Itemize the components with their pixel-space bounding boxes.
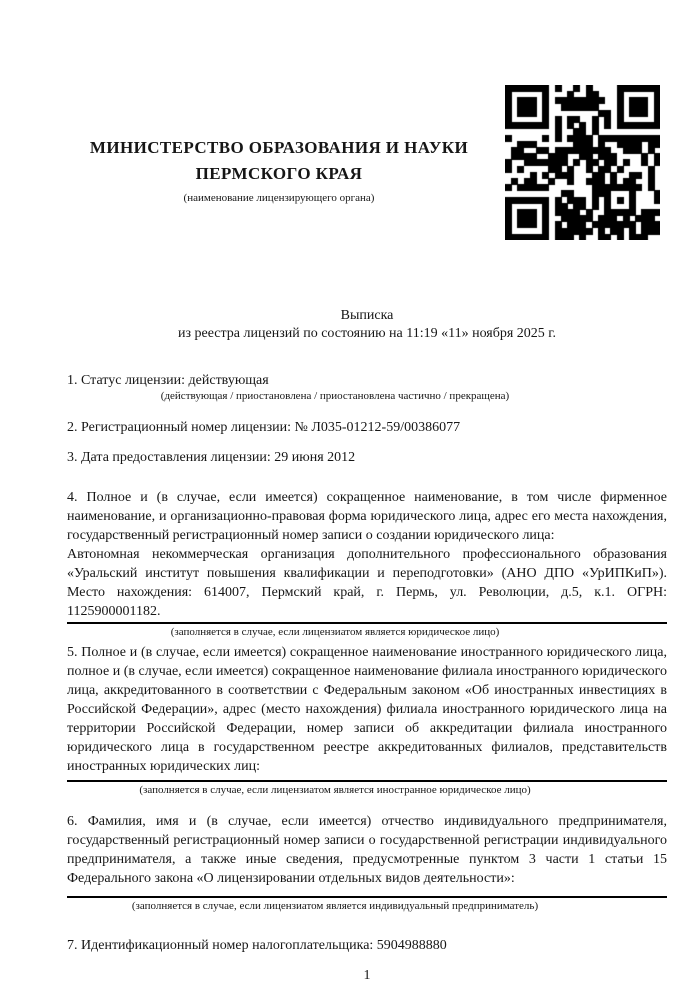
document-header [67, 0, 667, 240]
item-3-grant-date: 3. Дата предоставления лицензии: 29 июня 2012 [67, 450, 356, 465]
licensing-authority-caption: (наименование лицензирующего органа) [183, 192, 375, 204]
item-5-heading: 5. Полное и (в случае, если имеется) сокращенное наименование иностранного юридического лица, полное и (в случае, если имеется) сокращенное наименование филиала иностранного юридического лица, аккредитованного в соответствии с Федеральным законом «Об иностранных инвестициях в Российской Федерации», адрес (место нахождения) филиала иностранного юридического лица на территории Российской Федерации, номер записи об аккредитации филиала иностранного юридического лица в государственном реестре аккредитованных филиалов, представительств иностранных юридических лиц: [67, 645, 667, 774]
document-title-line1: Выписка [340, 308, 394, 323]
ministry-name-line1: МИНИСТЕРСТВО ОБРАЗОВАНИЯ И НАУКИ [89, 138, 469, 157]
item-5-note: (заполняется в случае, если лицензиатом является иностранное юридическое лицо) [139, 784, 531, 796]
item-4-heading: 4. Полное и (в случае, если имеется) сокращенное наименование, в том числе фирменное наименование, и организационно-правовая форма юридического лица, адрес его места нахождения, государственный регистрационный номер записи о создании юридического лица: [67, 490, 667, 543]
item-5-fill-line [67, 780, 667, 782]
item-7-taxpayer-number: 7. Идентификационный номер налогоплательщика: 5904988880 [67, 938, 447, 953]
page-number: 1 [363, 968, 371, 983]
ministry-name [67, 135, 491, 187]
document-title [67, 307, 667, 343]
item-6-heading: 6. Фамилия, имя и (в случае, если имеется) отчество индивидуального предпринимателя, государственный регистрационный номер записи о государственной регистрации индивидуального предпринимателя, а также иные сведения, предусмотренные пунктом 3 части 1 статьи 15 Федерального закона «О лицензировании отдельных видов деятельности»: [67, 814, 667, 886]
item-4-note: (заполняется в случае, если лицензиатом является юридическое лицо) [170, 626, 500, 638]
item-6-note: (заполняется в случае, если лицензиатом является индивидуальный предприниматель) [131, 900, 539, 912]
item-4-licensee-details: Автономная некоммерческая организация дополнительного профессионального образования «Уральский институт повышения квалификации и переподготовки» (АНО ДПО «УрИПКиП»). Место нахождения: 614007, Пермский край, г. Пермь, ул. Революции, д.5, к.1. ОГРН: 1125900001182. [67, 547, 667, 619]
qr-code-image [505, 85, 660, 240]
item-6-fill-line [67, 896, 667, 898]
item-2-registration-number: 2. Регистрационный номер лицензии: № Л035-01212-59/00386077 [67, 420, 461, 435]
item-1-note: (действующая / приостановлена / приостановлена частично / прекращена) [160, 390, 510, 402]
qr-code-canvas [505, 85, 660, 240]
licensing-authority-block [67, 85, 505, 205]
item-1-license-status: 1. Статус лицензии: действующая [67, 373, 269, 388]
ministry-name-line2: ПЕРМСКОГО КРАЯ [195, 164, 363, 183]
item-4-fill-line [67, 622, 667, 624]
document-title-line2: из реестра лицензий по состоянию на 11:19 «11» ноября 2025 г. [178, 326, 556, 341]
